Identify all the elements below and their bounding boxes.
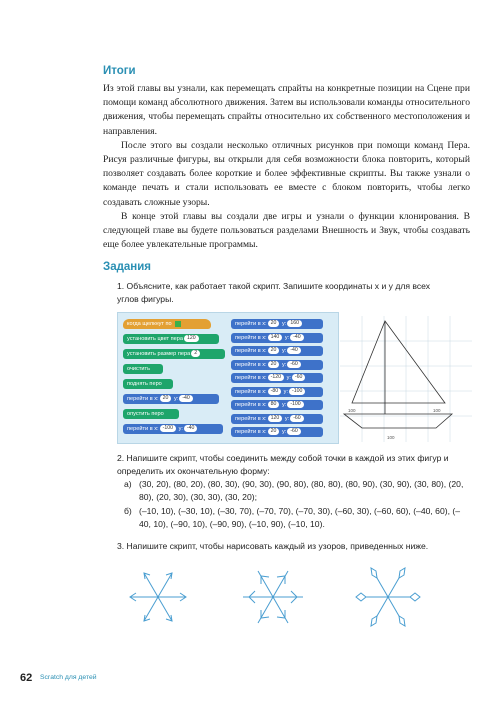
block-label: перейти в x: <box>235 402 267 408</box>
block-label: y: <box>286 375 291 381</box>
clear-block <box>123 364 163 374</box>
block-input: 140 <box>268 334 283 341</box>
goto-xy-block <box>231 373 323 383</box>
arrow-snowflake-pattern <box>130 573 186 621</box>
block-label: y: <box>178 426 183 432</box>
summary-body <box>103 82 470 252</box>
block-label: перейти в x: <box>235 388 267 395</box>
block-input: -80 <box>268 388 282 395</box>
block-input: -100 <box>289 388 305 395</box>
block-label: перейти в x: <box>235 375 267 381</box>
set-pen-size-block <box>123 349 225 359</box>
block-input: -100 <box>160 425 176 432</box>
block-input: -40 <box>287 347 301 354</box>
book-title: Scratch для детей <box>40 674 97 681</box>
goto-xy-block <box>231 414 323 424</box>
task-2b-label: б) <box>124 506 132 516</box>
block-input: 80 <box>268 401 280 408</box>
goto-xy-block <box>231 387 323 397</box>
task-2a-text: (30, 20), (80, 20), (80, 30), (90, 30), (90, 80), (80, 80), (80, 90), (30, 90), (30, 80), (20, 80), (20, 30), (30, 30), (30, 20); <box>139 479 464 502</box>
block-input: -60 <box>290 415 304 422</box>
task-2a-label: а) <box>124 479 132 489</box>
block-input: 20 <box>268 347 280 354</box>
page-number: 62 <box>20 672 33 684</box>
block-input: -120 <box>268 374 284 381</box>
sail-triangle <box>352 321 445 403</box>
goto-xy-block <box>231 319 323 329</box>
block-input: -40 <box>184 425 198 432</box>
block-label: y: <box>283 388 289 395</box>
pen-down-block <box>123 409 179 419</box>
goto-xy-block <box>231 360 323 370</box>
block-input: -60 <box>287 361 301 368</box>
block-input: 2 <box>191 350 200 357</box>
block-label: y: <box>173 396 179 402</box>
block-label: y: <box>284 334 290 341</box>
block-label: опустить перо <box>127 411 164 417</box>
block-label: когда щелкнут по <box>127 321 172 327</box>
summary-paragraph-2: После этого вы создали несколько отличных рисунков при помощи команд Пера. Рисуя различные фигуры, вы открыли для себя возможности блока повторить, который позволяет создавать более короткие и более эффективные скрипты. Вы также узнали о команде печать и стали использовать ее вместе с блоком повторить, чтобы легко создавать сложные узоры. <box>103 139 470 208</box>
goto-xy-block <box>123 394 219 404</box>
goto-xy-block <box>231 427 323 437</box>
summary-heading: Итоги <box>103 65 136 77</box>
block-input: -40 <box>290 334 304 341</box>
summary-paragraph-3: В конце этой главы вы создали две игры и узнали о функции клонирования. В следующей главе вы будете пользоваться разделами Внешность и Звук, чтобы создавать еще более увлекательные программы. <box>103 210 470 251</box>
block-input: -40 <box>179 395 193 402</box>
goto-xy-block <box>231 333 323 343</box>
block-input: 20 <box>160 395 172 402</box>
block-input: 20 <box>268 361 280 368</box>
grid-lines <box>340 316 472 442</box>
block-label: y: <box>281 429 287 435</box>
diamond-snowflake-pattern <box>356 568 420 626</box>
block-label: установить размер пера <box>127 351 191 357</box>
block-label: перейти в x: <box>127 396 159 402</box>
task-3-text: 3. Напишите скрипт, чтобы нарисовать каждый из узоров, приведенных ниже. <box>117 541 429 551</box>
green-flag-icon <box>175 321 181 327</box>
block-input: -100 <box>287 401 303 408</box>
block-input: 120 <box>184 335 199 342</box>
block-label: перейти в x: <box>235 348 267 354</box>
block-input: 120 <box>268 415 283 422</box>
patterns-figure <box>108 562 448 632</box>
block-input: 20 <box>268 428 280 435</box>
pen-up-block <box>123 379 173 389</box>
summary-paragraph-1: Из этой главы вы узнали, как перемещать спрайты на конкретные позиции на Сцене при помощи команд абсолютного движения. Затем вы использовали команды относительного движения, чтобы перемещать спрайты относительно их собственного местоположения и направления. <box>103 83 470 137</box>
block-label: y: <box>281 348 287 354</box>
script-panel <box>117 312 339 444</box>
block-label: перейти в x: <box>235 429 267 435</box>
block-label: перейти в x: <box>235 334 267 341</box>
block-label: перейти в x: <box>235 321 267 327</box>
block-label: перейти в x: <box>235 415 267 422</box>
tasks-heading: Задания <box>103 261 152 273</box>
axis-label: 100 <box>348 408 356 413</box>
block-input: -60 <box>287 428 301 435</box>
goto-xy-block <box>231 346 323 356</box>
axis-label: 100 <box>433 408 441 413</box>
block-input: -60 <box>292 374 306 381</box>
block-label: установить цвет пера <box>127 336 183 342</box>
block-label: y: <box>281 361 287 368</box>
block-label: перейти в x: <box>235 361 267 368</box>
task-2b-text: (–10, 10), (–30, 10), (–30, 70), (–70, 70), (–70, 30), (–60, 30), (–60, 60), (–40, 60), (–40, 10), (–90, 10), (–90, 90), (–10, 90), (–10, 10). <box>139 506 461 529</box>
task-1-text: 1. Объясните, как работает такой скрипт. Запишите координаты x и y для всех углов фигуры. <box>117 281 431 304</box>
block-label: перейти в x: <box>127 426 159 432</box>
goto-xy-block <box>123 424 223 434</box>
block-label: y: <box>281 402 287 408</box>
block-label: поднять перо <box>127 381 162 387</box>
task-2-text: 2. Напишите скрипт, чтобы соединить между собой точки в каждой из этих фигур и определить их окончательную форму: <box>117 453 449 476</box>
set-pen-color-block <box>123 334 219 344</box>
when-flag-clicked-block <box>123 319 211 329</box>
goto-xy-block <box>231 400 323 410</box>
block-input: 20 <box>268 320 280 327</box>
block-label: y: <box>281 321 287 327</box>
block-label: y: <box>284 415 290 422</box>
chevron-snowflake-pattern <box>243 571 303 623</box>
boat-figure <box>340 316 472 442</box>
block-input: 160 <box>287 320 302 327</box>
block-label: очистить <box>127 366 150 372</box>
axis-label: 100 <box>387 435 395 440</box>
